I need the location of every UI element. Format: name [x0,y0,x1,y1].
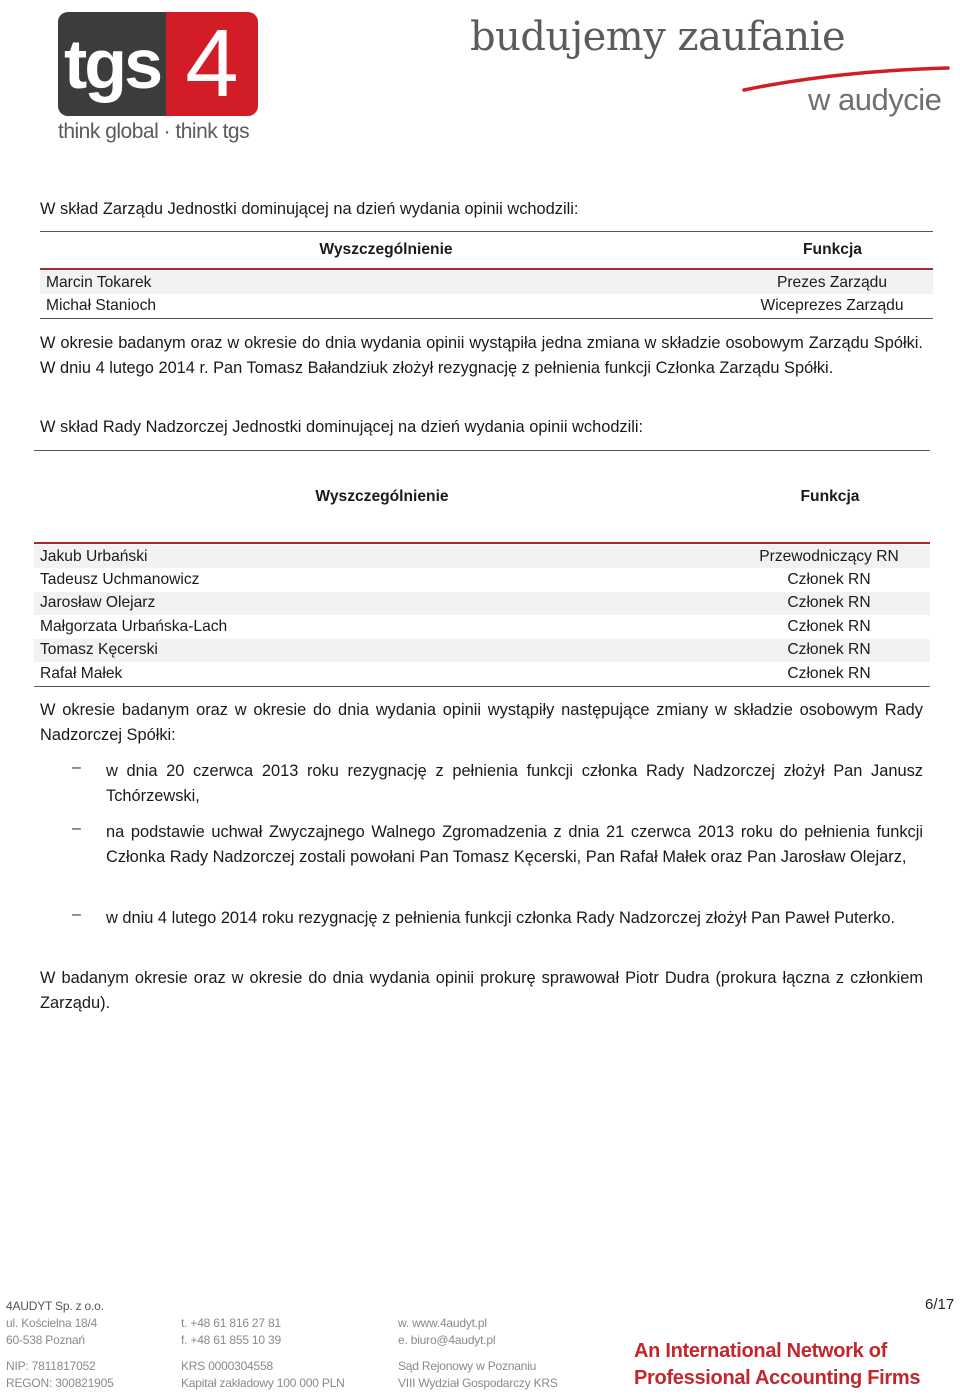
supervisory-header-rule [34,542,930,544]
page-number: 6/17 [925,1296,955,1313]
table-row [34,615,930,638]
supervisory-table [34,485,930,508]
member-name: Jarosław Olejarz [40,594,156,612]
table-row [34,639,930,662]
procura-note: W badanym okresie oraz w okresie do dnia wydania opinii prokurę sprawował Piotr Dudra (prokura łączna z członkiem Zarządu). [40,969,923,1012]
footer-ids [6,1358,114,1392]
member-role: Członek RN [787,641,871,659]
col-name-header: Wyszczególnienie [315,487,449,505]
bullet-dash: – [72,759,81,776]
board-bottom-rule [40,318,933,319]
footer-email[interactable]: e. biuro@4audyt.pl [398,1333,496,1347]
bullet-dash: – [72,820,81,837]
member-role: Członek RN [787,617,871,635]
logo-text: tgs [58,12,166,116]
slogan-main: budujemy zaufanie [470,14,846,60]
footer-court [398,1358,558,1392]
footer-capital: Kapitał zakładowy 100 000 PLN [181,1376,345,1390]
member-name: Jakub Urbański [40,547,148,565]
table-row [34,662,930,685]
footer-website[interactable]: w. www.4audyt.pl [398,1316,487,1330]
member-name: Rafał Małek [40,664,123,682]
member-name: Małgorzata Urbańska-Lach [40,617,228,635]
board-table [40,238,933,261]
logo-digit: 4 [166,12,258,116]
footer-phone: t. +48 61 816 27 81 [181,1316,281,1330]
bullet-item: na podstawie uchwał Zwyczajnego Walnego Zgromadzenia z dnia 21 czerwca 2013 roku do pełnienia funkcji Członka Rady Nadzorczej zostali powołani Pan Tomasz Kęcerski, Pan Rafał Małek oraz Pan Jarosław Olejarz, [106,823,923,866]
supervisory-changes-intro: W okresie badanym oraz w okresie do dnia wydania opinii wystąpiły następujące zmiany w składzie osobowym Rady Nadzorczej Spółki: [40,701,923,744]
table-row [40,271,933,294]
col-role-header: Funkcja [803,240,862,258]
footer-network [634,1338,920,1392]
board-rows [40,271,933,318]
member-role: Członek RN [787,664,871,682]
network-line2: Professional Accounting Firms [634,1367,921,1389]
logo-tagline: think global · think tgs [58,120,250,143]
supervisory-rows [34,545,930,685]
footer-address [6,1298,104,1349]
table-row [34,592,930,615]
bullet-dash: – [72,906,81,923]
footer-krs: KRS 0000304558 [181,1359,273,1373]
footer-court-dept: VIII Wydział Gospodarczy KRS [398,1376,558,1390]
bullet-item: w dnia 20 czerwca 2013 roku rezygnację z pełnienia funkcji członka Rady Nadzorczej złożył Pan Janusz Tchórzewski, [106,762,923,805]
board-intro: W skład Zarządu Jednostki dominującej na dzień wydania opinii wchodzili: [40,200,579,218]
member-role: Przewodniczący RN [759,547,899,565]
supervisory-top-rule [34,450,930,451]
tgs4-logo [58,12,258,116]
member-role: Członek RN [787,594,871,612]
slogan-sub: w audycie [808,82,942,117]
col-name-header: Wyszczególnienie [319,240,453,258]
member-role: Członek RN [787,571,871,589]
footer-regon: REGON: 300821905 [6,1376,114,1390]
col-role-header: Funkcja [800,487,860,505]
member-name: Tadeusz Uchmanowicz [40,571,200,589]
supervisory-intro: W skład Rady Nadzorczej Jednostki dominującej na dzień wydania opinii wchodzili: [40,418,644,436]
footer-fax: f. +48 61 855 10 39 [181,1333,281,1347]
footer-nip: NIP: 7811817052 [6,1359,96,1373]
board-top-rule [40,231,933,232]
board-change-note: W okresie badanym oraz w okresie do dnia wydania opinii wystąpiła jedna zmiana w składzie osobowym Zarządu Spółki. W dniu 4 lutego 2014 r. Pan Tomasz Bałandziuk złożył rezygnację z pełnienia funkcji Członka Zarządu Spółki. [40,334,923,377]
member-name: Marcin Tokarek [46,273,152,291]
board-table-header [40,238,933,261]
board-header-rule [40,268,933,270]
footer-company: 4AUDYT Sp. z o.o. [6,1299,104,1313]
footer-phones [181,1315,281,1349]
supervisory-table-header [34,485,930,508]
table-row [34,568,930,591]
bullet-item: w dniu 4 lutego 2014 roku rezygnację z pełnienia funkcji członka Rady Nadzorczej złożył Pan Paweł Puterko. [106,909,895,927]
supervisory-bottom-rule [34,686,930,687]
table-row [34,545,930,568]
network-line1: An International Network of [634,1340,888,1362]
footer-city: 60-538 Poznań [6,1333,85,1347]
footer-court-name: Sąd Rejonowy w Poznaniu [398,1359,537,1373]
footer-web [398,1315,495,1349]
footer-registry [181,1358,345,1392]
footer-street: ul. Kościelna 18/4 [6,1316,98,1330]
member-role: Prezes Zarządu [776,273,888,291]
member-role: Wiceprezes Zarządu [760,297,904,315]
table-row [40,294,933,317]
member-name: Tomasz Kęcerski [40,641,158,659]
member-name: Michał Stanioch [46,297,157,315]
